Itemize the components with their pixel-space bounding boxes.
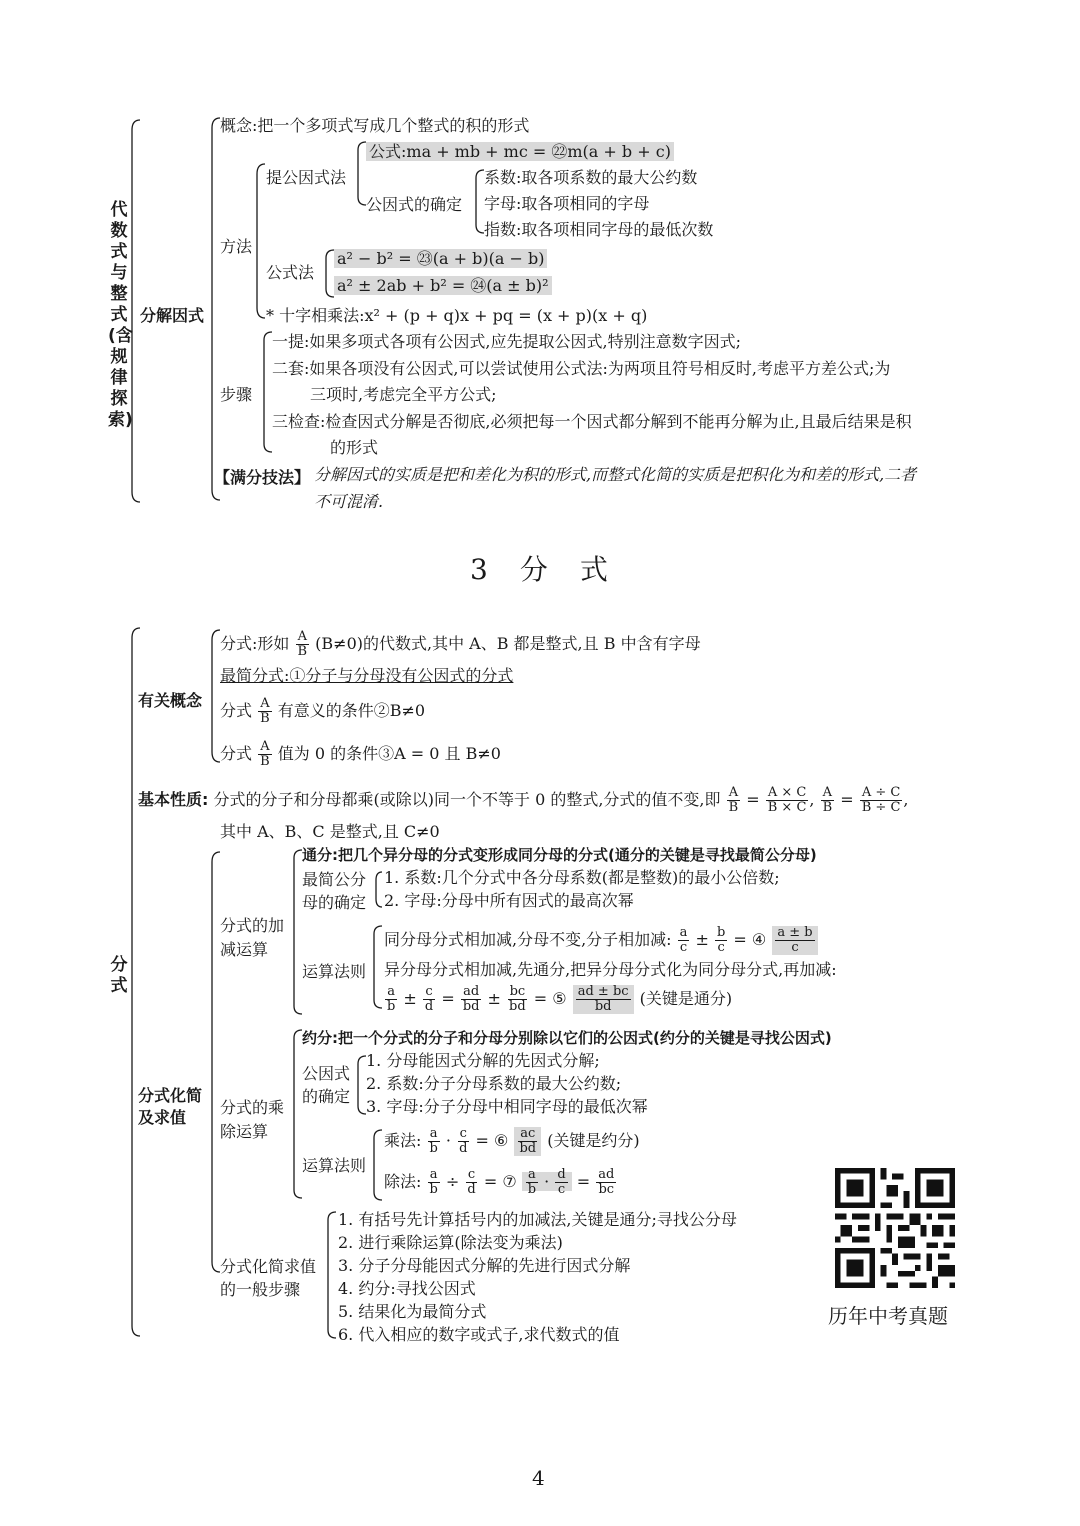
factor-label: 分解因式 [140,306,205,325]
a-over-c: $\frac{a}{c}$ [679,925,688,955]
c-over-d: $\frac{c}{d}$ [424,984,434,1014]
a-over-b: $\frac{a}{b}$ [429,1126,438,1156]
property-formula-4: $\frac{A \div C}{B \div C}$ [861,785,901,815]
zero-condition [220,740,501,769]
diff-denominator-formula: $\frac{a}{b}$ ± $\frac{c}{d}$ = $\frac{ad}{bd}$ ± $\frac{bc}{bd}$ = ⑤ $\frac{ad \pm bc}{bd}$ (关键是通分) [387,984,733,1014]
perfect-square [334,276,552,296]
determine-label: 公因式的确定 [366,195,463,214]
division: 除法: $\frac{a}{b}$ ÷ $\frac{c}{d}$ = ⑦ $\frac{a}{b}$ · $\frac{d}{c}$ = $\frac{ad}{bc}$ [384,1167,615,1197]
section-vertical-bottom: 分式 [110,955,128,996]
qr-caption: 历年中考真题 [828,1304,948,1328]
letter-rule: 字母:取各项相同的字母 [484,194,650,213]
section-vertical-top: 代数式与整式(含规律探索) [108,200,133,430]
same-result: $\frac{a \pm b}{c}$ [772,926,817,955]
square-diff [334,249,547,269]
mul-key: (关键是约分) [547,1131,640,1150]
diff-result: $\frac{ad \pm bc}{bd}$ [573,985,634,1014]
general-step-5: 5. 结果化为最简分式 [338,1302,487,1321]
tip-text-b: 不可混淆. [314,492,384,511]
ad-over-bd: $\frac{ad}{bd}$ [462,984,480,1014]
diff-key: (关键是通分) [639,989,733,1008]
coef-rule: 系数:取各项系数的最大公约数 [484,168,698,187]
cf-rule-3: 3. 字母:分子分母中相同字母的最低次幂 [366,1097,648,1116]
mul-label: 乘法: [384,1131,422,1150]
def-suffix: (B≠0)的代数式,其中 A、B 都是整式,且 B 中含有字母 [315,634,701,653]
basic-property: 基本性质: 分式的分子和分母都乘(或除以)同一个不等于 0 的整式,分式的值不变,即 $\frac{A}{B}$ = $\frac{A \times C}{B \times C}$ , $\frac{A}{B}$ = $\frac{A \div C}{B \div C}$ , [138,785,909,815]
perfect-square-text: a² ± 2ab + b² = ㉔(a ± b)² [334,276,552,295]
d-over-c: $\frac{d}{c}$ [557,1167,566,1197]
same-text: 同分母分式相加减,分母不变,分子相加减: [384,930,672,949]
c-over-d: $\frac{c}{d}$ [459,1126,468,1156]
muldiv-rule-label: 运算法则 [302,1156,367,1175]
div-result: $\frac{a}{b}$ · $\frac{d}{c}$ [522,1172,572,1191]
lcd-label: 最简公分母的确定 [302,870,367,912]
simplest-fraction [220,666,513,686]
simplify-label: 分式化简及求值 [138,1086,203,1127]
property-formula-3: $\frac{A}{B}$ [822,785,833,815]
exponent-rule: 指数:取各项相同字母的最低次数 [484,220,714,239]
property-label: 基本性质: [138,790,209,809]
a-over-b: $\frac{a}{b}$ [429,1167,438,1197]
property-text: 分式的分子和分母都乘(或除以)同一个不等于 0 的整式,分式的值不变,即 [213,790,721,809]
mul-result: $\frac{ac}{bd}$ [514,1127,541,1156]
step-2a: 二套:如果各项没有公因式,可以尝试使用公式法:为两项且符号相反时,考虑平方差公式;为 [272,359,891,378]
factor-concept: 概念:把一个多项式写成几个整式的积的形式 [220,116,530,135]
qr-code[interactable] [835,1168,955,1288]
formula-line [366,142,674,162]
a-over-b: $\frac{a}{b}$ [387,984,396,1014]
general-step-6: 6. 代入相应的数字或式子,求代数式的值 [338,1325,620,1344]
steps-label: 步骤 [220,385,253,404]
formula-highlight: 公式:ma + mb + mc = ㉒m(a + b + c) [366,142,674,161]
simplest-text: 最简分式:①分子与分母没有公因式的分式 [220,666,514,685]
addsub-label: 分式的加减运算 [220,916,285,959]
meaning-suffix: 有意义的条件②B≠0 [277,701,426,720]
general-step-1: 1. 有括号先计算括号内的加减法,关键是通分;寻找公分母 [338,1210,737,1229]
zero-prefix: 分式 [220,744,253,763]
a-over-b: $\frac{A}{B}$ [260,696,270,726]
tongfen [302,845,817,865]
b-over-c: $\frac{b}{c}$ [717,925,726,955]
c-over-d: $\frac{c}{d}$ [467,1167,476,1197]
def-prefix: 分式:形如 [220,634,290,653]
general-step-2: 2. 进行乘除运算(除法变为乘法) [338,1233,563,1252]
a-over-b: $\frac{a}{b}$ [527,1167,537,1197]
same-denominator: 同分母分式相加减,分母不变,分子相加减: $\frac{a}{c}$ ± $\frac{b}{c}$ = ④ $\frac{a \pm b}{c}$ [384,926,819,955]
multiplication: 乘法: $\frac{a}{b}$ · $\frac{c}{d}$ = ⑥ $\frac{ac}{bd}$ (关键是约分) [384,1126,640,1156]
a-over-b: $\frac{A}{B}$ [260,739,270,769]
steps-general-label: 分式化简求值的一般步骤 [220,1257,317,1299]
step-2b: 三项时,考虑完全平方公式; [310,385,497,404]
yuefen-text: 约分:把一个分式的分子和分母分别除以它们的公因式(约分的关键是寻找公因式) [302,1029,832,1047]
meaning-condition [220,697,425,726]
square-diff-text: a² − b² = ㉓(a + b)(a − b) [334,249,547,268]
meaning-prefix: 分式 [220,701,253,720]
general-step-4: 4. 约分:寻找公因式 [338,1279,476,1298]
step-3a: 三检查:检查因式分解是否彻底,必须把每一个因式都分解到不能再分解为止,且最后结果是积 [272,412,912,431]
general-step-3: 3. 分子分母能因式分解的先进行因式分解 [338,1256,631,1275]
common-factor-method: 提公因式法 [266,168,347,187]
method-label: 方法 [220,237,253,256]
div-label: 除法: [384,1172,422,1191]
tip-label: 【满分技法】 [214,468,311,487]
property-formula-1: $\frac{A}{B}$ [728,785,739,815]
a-over-b: $\frac{A}{B}$ [297,629,308,659]
diff-denominator-text: 异分母分式相加减,先通分,把异分母分式化为同分母分式,再加减: [384,960,837,979]
lcd-rule-2: 2. 字母:分母中所有因式的最高次幂 [384,891,634,910]
muldiv-label: 分式的乘除运算 [220,1098,285,1141]
step-3b: 的形式 [330,438,379,457]
page-number: 4 [532,1466,545,1490]
chapter-title: 3 分 式 [470,553,610,586]
formula-method-label: 公式法 [266,263,315,282]
property-formula-2: $\frac{A \times C}{B \times C}$ [767,785,807,815]
cf-label: 公因式的确定 [302,1064,351,1106]
concepts-label: 有关概念 [138,691,203,710]
fraction-definition [220,630,701,659]
cross-method: * 十字相乘法:x² + (p + q)x + pq = (x + p)(x + q) [266,306,648,325]
step-1: 一提:如果多项式各项有公因式,应先提取公因式,特别注意数字因式; [272,332,741,351]
cf-rule-1: 1. 分母能因式分解的先因式分解; [366,1051,600,1070]
lcd-rule-1: 1. 系数:几个分式中各分母系数(都是整数)的最小公倍数; [384,868,780,887]
zero-suffix: 值为 0 的条件③A = 0 且 B≠0 [277,744,501,763]
tip-text-a: 分解因式的实质是把和差化为积的形式,而整式化简的实质是把积化为和差的形式,二者 [314,465,917,484]
tongfen-text: 通分:把几个异分母的分式变形成同分母的分式(通分的关键是寻找最简公分母) [302,846,817,864]
ad-over-bc: $\frac{ad}{bc}$ [598,1167,615,1197]
addsub-rule-label: 运算法则 [302,962,367,981]
cf-rule-2: 2. 系数:分子分母系数的最大公约数; [366,1074,622,1093]
bc-over-bd: $\frac{bc}{bd}$ [509,984,526,1014]
property-text-2: 其中 A、B、C 是整式,且 C≠0 [220,822,440,841]
